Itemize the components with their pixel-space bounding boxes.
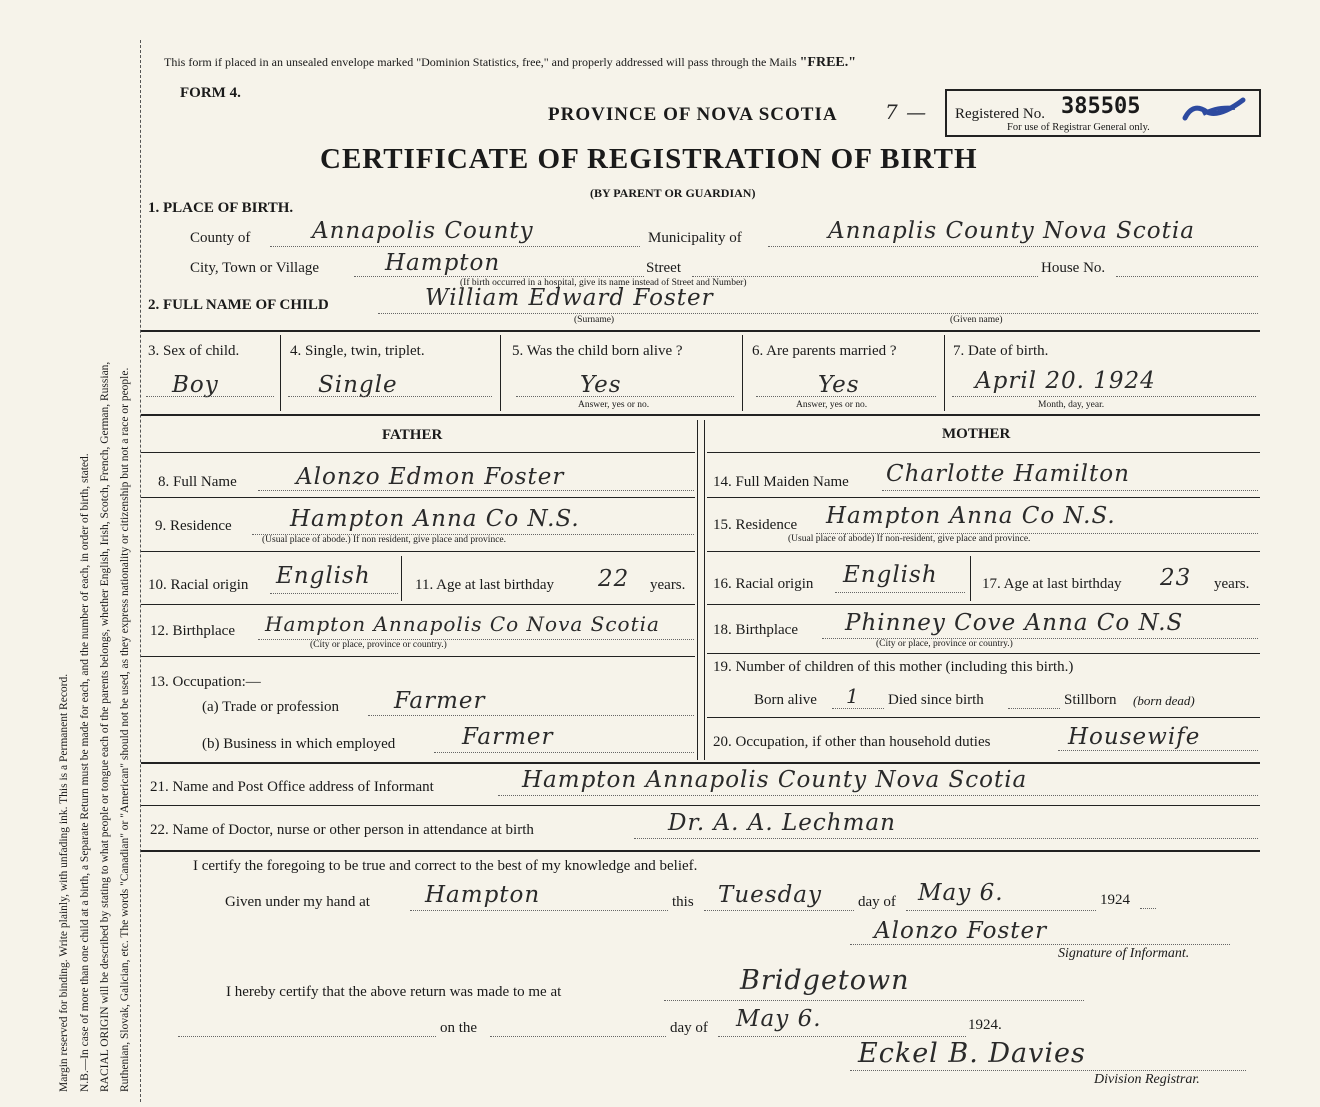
multiple-birth-value: Single [318,372,398,398]
doctor-rule [141,850,1260,852]
on-the-label: on the [440,1020,478,1036]
day-of-label: day of [858,894,896,910]
informant-label: 21. Name and Post Office address of Informant [150,779,434,795]
blue-ink-mark-icon [1179,94,1249,126]
father-birthplace-label: 12. Birthplace [150,623,235,639]
mother-heading: MOTHER [942,426,1011,442]
registrar-signature: Eckel B. Davies [858,1038,1086,1069]
father-name-label: 8. Full Name [158,474,237,490]
surname-note: (Surname) [574,315,615,325]
certificate-title: CERTIFICATE OF REGISTRATION OF BIRTH [320,143,978,175]
parents-married-label: 6. Are parents married ? [752,343,897,359]
given-place-line [410,910,668,911]
date-of-birth-value: April 20. 1924 [975,368,1156,394]
county-value: Annapolis County [312,218,534,244]
parents-divider-2 [704,420,705,760]
informant-signature-line [850,944,1230,945]
mail-notice-text: This form if placed in an unsealed envelope marked "Dominion Statistics, free," and properly addressed will pass through the Mails [164,55,797,69]
year-line [1140,908,1156,909]
mother-name-line [882,490,1258,491]
municipality-line [768,246,1258,247]
registrar-signature-label: Division Registrar. [1094,1072,1200,1087]
father-age-value: 22 [598,566,630,592]
registrar-statement: I hereby certify that the above return was made to me at [226,984,562,1000]
father-rule-4 [141,604,695,605]
given-place-value: Hampton [425,882,541,908]
sex-line [146,396,274,397]
father-racial-label: 10. Racial origin [148,577,249,593]
mother-children-label: 19. Number of children of this mother (including this birth.) [713,659,1074,675]
mother-stillborn-note: (born dead) [1133,693,1195,708]
certificate-subtitle: (BY PARENT OR GUARDIAN) [590,186,756,200]
father-business-line [434,752,694,753]
father-age-label: 11. Age at last birthday [415,577,554,593]
binding-margin-line [140,40,142,1102]
mail-notice-free: "FREE." [799,55,857,70]
house-number-label: House No. [1041,260,1106,276]
mother-occupation-line [1058,750,1258,751]
mother-racial-divider [970,556,971,601]
sex-label: 3. Sex of child. [148,343,240,359]
this-label: this [672,894,694,910]
mother-born-alive-line [832,708,884,709]
born-alive-value: Yes [580,372,622,398]
registrar-signature-line [850,1070,1246,1071]
mother-racial-line [835,592,965,593]
father-business-value: Farmer [462,724,554,750]
parents-married-note: Answer, yes or no. [796,400,868,410]
parents-bottom-rule [141,762,1260,764]
mother-born-alive-label: Born alive [754,692,817,708]
row3-bottom-rule [141,414,1260,416]
father-occupation-label: 13. Occupation:— [150,674,261,690]
sex-value: Boy [172,372,219,398]
mother-rule-4 [707,604,1260,605]
father-rule-5 [141,656,695,657]
father-racial-line [270,593,398,594]
parents-divider-1 [697,420,698,760]
place-of-birth-label: 1. PLACE OF BIRTH. [148,200,294,216]
parents-married-line [756,396,936,397]
margin-note-1: Margin reserved for binding. Write plainly, with unfading ink. This is a Permanent Record. [58,673,70,1092]
informant-signature: Alonzo Foster [874,918,1048,944]
father-residence-value: Hampton Anna Co N.S. [290,506,580,532]
registrar-day-line [178,1036,436,1037]
multiple-birth-label: 4. Single, twin, triplet. [290,343,425,359]
day-value: Tuesday [718,882,822,908]
mother-born-alive-value: 1 [846,684,860,708]
row3-top-rule [141,330,1260,332]
doctor-label: 22. Name of Doctor, nurse or other person in attendance at birth [150,822,534,838]
child-name-line [378,313,1258,314]
row3-divider-1 [280,335,281,411]
informant-value: Hampton Annapolis County Nova Scotia [522,767,1028,793]
registrar-place-line [664,1000,1084,1001]
father-rule-3 [141,551,695,552]
father-birthplace-value: Hampton Annapolis Co Nova Scotia [265,612,660,636]
given-name-note: (Given name) [950,315,1003,325]
municipality-label: Municipality of [648,230,742,246]
father-name-value: Alonzo Edmon Foster [296,464,565,490]
father-business-label: (b) Business in which employed [202,736,396,752]
mother-rule-2 [707,497,1260,498]
registrar-month-value: May 6. [736,1006,822,1032]
multiple-birth-line [288,396,492,397]
father-residence-label: 9. Residence [155,518,232,534]
hospital-note: (If birth occurred in a hospital, give its name instead of Street and Number) [460,278,747,288]
month-line [906,910,1096,911]
doctor-line [634,838,1258,839]
mother-rule-1 [707,452,1260,453]
day-line [704,910,854,911]
born-alive-note: Answer, yes or no. [578,400,650,410]
county-label: County of [190,230,251,246]
certify-statement: I certify the foregoing to be true and correct to the best of my knowledge and belief. [193,858,698,874]
registrar-year: 1924. [968,1017,1002,1033]
born-alive-label: 5. Was the child born alive ? [512,343,683,359]
city-line [354,276,644,277]
month-value: May 6. [918,880,1004,906]
child-name-value: William Edward Foster [425,285,714,311]
row3-divider-3 [742,335,743,411]
father-rule-1 [141,452,695,453]
mother-occupation-value: Housewife [1068,724,1201,750]
registrar-on-line [490,1036,666,1037]
father-trade-label: (a) Trade or profession [202,699,340,715]
mother-rule-6 [707,717,1260,718]
row3-divider-4 [944,335,945,411]
mother-birthplace-label: 18. Birthplace [713,622,798,638]
mother-residence-label: 15. Residence [713,517,798,533]
mother-age-value: 23 [1160,565,1192,591]
mother-name-value: Charlotte Hamilton [886,461,1130,487]
province-heading: PROVINCE OF NOVA SCOTIA [548,104,838,125]
form-number: FORM 4. [180,85,241,101]
mother-residence-note: (Usual place of abode) If non-resident, give place and province. [788,534,1031,544]
mother-died-line [1008,708,1060,709]
province-mark: 7 — [885,100,928,124]
mother-rule-3 [707,551,1260,552]
father-rule-2 [141,497,695,498]
registrar-place-value: Bridgetown [740,965,910,996]
father-name-line [258,490,694,491]
registrar-note: For use of Registrar General only. [1007,122,1150,133]
date-of-birth-note: Month, day, year. [1038,400,1105,410]
registered-number-box [945,89,1261,137]
mother-occupation-label: 20. Occupation, if other than household duties [713,734,991,750]
mother-stillborn-label: Stillborn [1064,692,1117,708]
day-of-label-2: day of [670,1020,708,1036]
mother-years-label: years. [1214,576,1250,592]
mother-racial-value: English [843,562,938,588]
street-line [692,276,1038,277]
street-label: Street [646,260,681,276]
mother-racial-label: 16. Racial origin [713,576,814,592]
mother-residence-value: Hampton Anna Co N.S. [826,503,1116,529]
doctor-value: Dr. A. A. Lechman [668,810,896,836]
father-years-label: years. [650,577,686,593]
born-alive-line [516,396,734,397]
registrar-month-line [718,1036,966,1037]
margin-note-4: Ruthenian, Slovak, Galician, etc. The words "Canadian" or "American" should not be used, as they express nationality or citizenship but not a race or people. [119,367,131,1092]
father-racial-divider [401,556,402,601]
row3-divider-2 [500,335,501,411]
given-under-label: Given under my hand at [225,894,370,910]
margin-note-2: N.B.—In case of more than one child at a birth, a Separate Return must be made for each, and the number of each, in order of birth, stated. [79,453,91,1092]
informant-line [498,795,1258,796]
registered-label: Registered No. [955,106,1045,122]
house-number-line [1116,276,1258,277]
informant-signature-label: Signature of Informant. [1058,946,1190,961]
mother-rule-5 [707,653,1260,654]
father-birthplace-note: (City or place, province or country.) [310,640,447,650]
date-of-birth-line [952,396,1256,397]
father-heading: FATHER [382,427,443,443]
county-line [270,246,640,247]
parents-married-value: Yes [818,372,860,398]
mother-name-label: 14. Full Maiden Name [713,474,849,490]
municipality-value: Annaplis County Nova Scotia [828,218,1195,244]
date-of-birth-label: 7. Date of birth. [953,343,1049,359]
father-racial-value: English [276,563,371,589]
mother-birthplace-value: Phinney Cove Anna Co N.S [845,610,1184,636]
mother-birthplace-note: (City or place, province or country.) [876,639,1013,649]
father-trade-value: Farmer [394,688,486,714]
mail-notice [164,55,856,71]
mother-died-label: Died since birth [888,692,984,708]
informant-rule [141,805,1260,806]
city-label: City, Town or Village [190,260,320,276]
father-residence-note: (Usual place of abode.) If non resident, give place and province. [262,535,506,545]
child-name-label: 2. FULL NAME OF CHILD [148,297,329,313]
father-trade-line [368,715,694,716]
registered-number: 385505 [1061,94,1141,119]
city-value: Hampton [385,250,501,276]
certify-year: 1924 [1100,892,1130,908]
margin-note-3: RACIAL ORIGIN will be described by stating to what people or tongue each of the parents belongs, whether English, Irish, Scotch, French, German, Russian, [99,361,111,1092]
mother-age-label: 17. Age at last birthday [982,576,1122,592]
